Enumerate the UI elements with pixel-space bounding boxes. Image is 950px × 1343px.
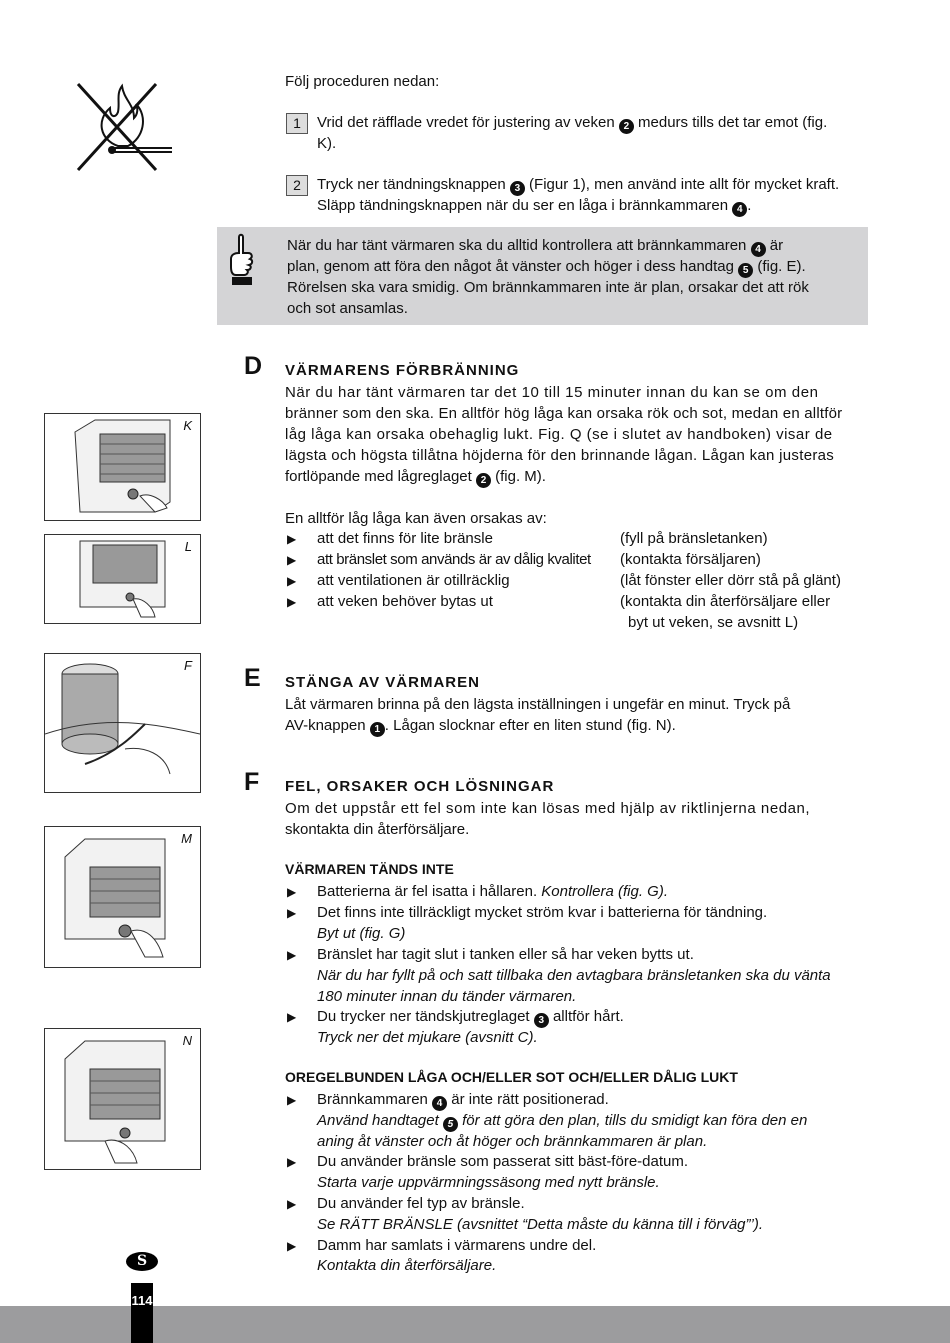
step-2-line-1: Tryck ner tändningsknappen 3 (Figur 1), men använd inte allt för mycket kraft.	[317, 176, 840, 194]
bullet-arrow-icon: ▶	[287, 1093, 297, 1107]
figure-label: N	[182, 1033, 192, 1048]
cause-text: att bränslet som används är av dålig kvalitet	[317, 551, 591, 568]
bullet-arrow-icon: ▶	[287, 574, 297, 588]
pointing-hand-icon	[228, 233, 258, 289]
intro-text: Följ proceduren nedan:	[285, 73, 440, 90]
paragraph-line: fortlöpande med lågreglaget 2 (fig. M).	[285, 468, 546, 486]
section-letter: E	[244, 664, 261, 692]
paragraph-line: När du har tänt värmaren tar det 10 till 15 minuter innan du kan se om den	[285, 384, 819, 401]
paragraph-line: lägsta och högsta tillåtna höjderna för den brinnande lågan. Lågan kan justeras	[285, 447, 835, 464]
bullet-arrow-icon: ▶	[287, 595, 297, 609]
bullet-arrow-icon: ▶	[287, 1155, 297, 1169]
paragraph-line: skontakta din återförsäljare.	[285, 821, 470, 838]
ref-number-badge: 2	[619, 119, 634, 134]
figure-label: L	[184, 539, 192, 554]
note-line-2: plan, genom att föra den något åt vänster och höger i dess handtag 5 (fig. E).	[287, 258, 806, 276]
bullet-arrow-icon: ▶	[287, 553, 297, 567]
ref-number-badge: 5	[443, 1117, 458, 1132]
solution-text: Byt ut (fig. G)	[317, 925, 406, 942]
cause-text: att veken behöver bytas ut	[317, 593, 493, 610]
paragraph-line: låg låga kan orsaka obehaglig lukt. Fig. Q (se i slutet av handboken) visar de	[285, 426, 833, 443]
problem-text: Brännkammaren 4 är inte rätt positionerad.	[317, 1091, 609, 1109]
solution-text: Tryck ner det mjukare (avsnitt C).	[317, 1029, 538, 1046]
note-line-1: När du har tänt värmaren ska du alltid kontrollera att brännkammaren 4 är	[287, 237, 784, 255]
step-number-box: 1	[286, 113, 308, 134]
cause-text: att ventilationen är otillräcklig	[317, 572, 510, 589]
ref-number-badge: 4	[732, 202, 747, 217]
paragraph-line: Om det uppstår ett fel som inte kan lösas med hjälp av riktlinjerna nedan,	[285, 800, 811, 817]
bullet-arrow-icon: ▶	[287, 1239, 297, 1253]
ref-number-badge: 3	[534, 1013, 549, 1028]
cause-text: att det finns för lite bränsle	[317, 530, 493, 547]
figure-n	[44, 1028, 201, 1170]
solution-text: När du har fyllt på och satt tillbaka den avtagbara bränsletanken ska du vänta	[317, 967, 831, 984]
no-open-flame-icon	[72, 78, 176, 178]
problem-text: Bränslet har tagit slut i tanken eller så har veken bytts ut.	[317, 946, 694, 963]
ref-number-badge: 2	[476, 473, 491, 488]
solution-text: Kontakta din återförsäljare.	[317, 1257, 497, 1274]
paragraph-line: AV-knappen 1 . Lågan slocknar efter en liten stund (fig. N).	[285, 717, 676, 735]
note-line-3: Rörelsen ska vara smidig. Om brännkammaren inte är plan, orsakar det att rök	[287, 279, 809, 296]
heater-illustration	[45, 1029, 200, 1169]
note-line-4: och sot ansamlas.	[287, 300, 408, 317]
remedy-text: byt ut veken, se avsnitt L)	[628, 614, 799, 631]
section-title: FEL, ORSAKER OCH LÖSNINGAR	[285, 778, 555, 795]
remedy-text: (kontakta försäljaren)	[620, 551, 761, 568]
section-title: VÄRMARENS FÖRBRÄNNING	[285, 362, 520, 379]
section-title: STÄNGA AV VÄRMAREN	[285, 674, 480, 691]
subsection-title: VÄRMAREN TÄNDS INTE	[285, 861, 454, 877]
bullet-arrow-icon: ▶	[287, 948, 297, 962]
figure-label: K	[183, 418, 192, 433]
problem-text: Det finns inte tillräckligt mycket ström kvar i batterierna för tändning.	[317, 904, 768, 921]
bullet-arrow-icon: ▶	[287, 906, 297, 920]
ref-number-badge: 4	[432, 1096, 447, 1111]
heater-illustration	[45, 827, 200, 967]
solution-text: aning åt vänster och åt höger och brännkammaren är plan.	[317, 1133, 708, 1150]
bullet-arrow-icon: ▶	[287, 885, 297, 899]
figure-k	[44, 413, 201, 521]
solution-text: Starta varje uppvärmningssäsong med nytt bränsle.	[317, 1174, 660, 1191]
ref-number-badge: 5	[738, 263, 753, 278]
problem-text: Du använder fel typ av bränsle.	[317, 1195, 525, 1212]
figure-label: F	[184, 658, 192, 673]
section-letter: D	[244, 352, 263, 380]
subsection-title: OREGELBUNDEN LÅGA OCH/ELLER SOT OCH/ELLER DÅLIG LUKT	[285, 1069, 738, 1085]
solution-text: Se RÄTT BRÄNSLE (avsnittet “Detta måste du känna till i förväg”’).	[317, 1216, 763, 1233]
ref-number-badge: 3	[510, 181, 525, 196]
language-badge: S	[126, 1252, 158, 1271]
problem-text: Damm har samlats i värmarens undre del.	[317, 1237, 597, 1254]
figure-l	[44, 534, 201, 624]
remedy-text: (kontakta din återförsäljare eller	[620, 593, 831, 610]
problem-text: Batterierna är fel isatta i hållaren. Kontrollera (fig. G).	[317, 883, 669, 900]
problem-text: Du använder bränsle som passerat sitt bäst-före-datum.	[317, 1153, 689, 1170]
ref-number-badge: 1	[370, 722, 385, 737]
bullet-arrow-icon: ▶	[287, 532, 297, 546]
section-letter: F	[244, 768, 260, 796]
figure-label: M	[181, 831, 192, 846]
heater-illustration	[45, 535, 200, 623]
causes-intro: En alltför låg låga kan även orsakas av:	[285, 510, 547, 527]
ref-number-badge: 4	[751, 242, 766, 257]
step-number-box: 2	[286, 175, 308, 196]
bullet-arrow-icon: ▶	[287, 1197, 297, 1211]
solution-text: Använd handtaget 5 för att göra den plan, tills du smidigt kan föra den en	[317, 1112, 808, 1130]
step-2-line-2: Släpp tändningsknappen när du ser en låga i brännkammaren 4 .	[317, 197, 752, 215]
paragraph-line: Låt värmaren brinna på den lägsta inställningen i ungefär en minut. Tryck på	[285, 696, 791, 713]
remedy-text: (låt fönster eller dörr stå på glänt)	[620, 572, 841, 589]
figure-m	[44, 826, 201, 968]
bullet-arrow-icon: ▶	[287, 1010, 297, 1024]
remedy-text: (fyll på bränsletanken)	[620, 530, 768, 547]
step-1-line-2: K).	[317, 135, 337, 152]
page-number: 114	[131, 1283, 153, 1343]
step-1-line-1: Vrid det räfflade vredet för justering av veken 2 medurs tills det tar emot (fig.	[317, 114, 828, 132]
problem-text: Du trycker ner tändskjutreglaget 3 alltför hårt.	[317, 1008, 624, 1026]
paragraph-line: bränner som den ska. En alltför hög låga kan orsaka rök och sot, medan en alltför	[285, 405, 843, 422]
solution-text: 180 minuter innan du tänder värmaren.	[317, 988, 577, 1005]
heater-illustration	[45, 414, 200, 520]
burner-illustration	[45, 654, 200, 792]
figure-f	[44, 653, 201, 793]
